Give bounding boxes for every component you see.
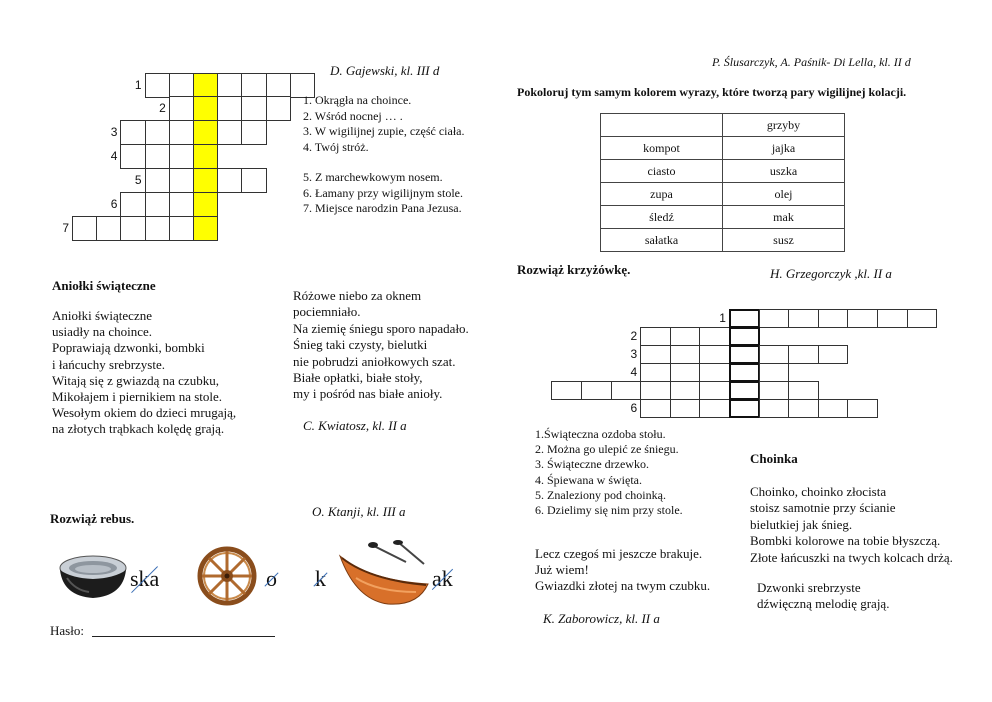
crossword-cell[interactable] xyxy=(640,399,671,418)
crossword-cell[interactable] xyxy=(145,120,170,145)
rebus-answer-line[interactable] xyxy=(92,620,275,637)
poem-line: Choinko, choinko złocista xyxy=(750,484,887,499)
crossword-cell[interactable] xyxy=(877,309,908,328)
pairs-cell[interactable]: kompot xyxy=(601,137,723,160)
crossword-number: 1 xyxy=(719,311,726,325)
crossword-cell[interactable] xyxy=(72,216,97,241)
poem-aniolki xyxy=(52,308,236,438)
pairs-cell[interactable] xyxy=(601,114,723,137)
rebus-part-o: o xyxy=(266,566,277,591)
pairs-row xyxy=(601,137,845,160)
crossword-cell[interactable] xyxy=(96,216,121,241)
poem-line: Poprawiają dzwonki, bombki xyxy=(52,340,205,356)
crossword-cell[interactable] xyxy=(818,309,849,328)
crossword-right-clue: 1.Świąteczna ozdoba stołu. xyxy=(535,427,666,441)
poem-line: Witają się z gwiazdą na czubku, xyxy=(52,372,219,388)
crossword-number: 3 xyxy=(110,125,118,139)
crossword-cell[interactable] xyxy=(759,309,790,328)
crossword-left-clue: 5. Z marchewkowym nosem. xyxy=(303,170,443,184)
crossword-cell[interactable] xyxy=(169,73,194,98)
pairs-instruction: Pokoloruj tym samym kolorem wyrazy, które tworzą pary wigilijnej kolacji. xyxy=(517,85,907,99)
rebus-part-ska: ska xyxy=(130,566,160,591)
crossword-cell[interactable] xyxy=(169,96,194,121)
pairs-cell[interactable]: ciasto xyxy=(601,160,723,183)
crossword-cell[interactable] xyxy=(193,216,218,241)
crossword-cell[interactable] xyxy=(640,345,671,364)
crossword-right-clues xyxy=(535,427,683,518)
pairs-row xyxy=(601,114,845,137)
poem-line: Różowe niebo za oknem xyxy=(293,288,422,303)
crossword-number: 3 xyxy=(630,347,638,361)
pairs-cell[interactable]: susz xyxy=(723,229,845,252)
poem-line: dźwięczną melodię grają. xyxy=(757,596,890,612)
crossword-cell[interactable] xyxy=(217,120,242,145)
crossword-cell[interactable] xyxy=(581,381,612,400)
crossword-cell[interactable] xyxy=(788,399,819,418)
crossword-cell[interactable] xyxy=(847,399,878,418)
crossword-cell[interactable] xyxy=(169,168,194,193)
crossword-number: 5 xyxy=(134,173,142,187)
poem-title-aniolki: Aniołki świąteczne xyxy=(52,278,156,293)
pairs-cell[interactable]: śledź xyxy=(601,206,723,229)
crossword-cell[interactable] xyxy=(551,381,582,400)
crossword-left-clue: 3. W wigilijnej zupie, część ciała. xyxy=(303,124,465,138)
poem-line: Mikołajem i piernikiem na stole. xyxy=(52,389,223,405)
crossword-number: 4 xyxy=(630,365,638,379)
poem-line: Gwiazdki złotej na twym czubku. xyxy=(535,578,711,593)
poem-line: Aniołki świąteczne xyxy=(52,308,152,323)
crossword-cell[interactable] xyxy=(670,399,701,418)
crossword-cell[interactable] xyxy=(169,216,194,241)
crossword-right-clue: 4. Śpiewana w święta. xyxy=(535,472,642,487)
pairs-table xyxy=(600,113,845,252)
poem-line: usiadły na choince. xyxy=(52,324,152,340)
crossword-cell[interactable] xyxy=(241,168,266,193)
crossword-cell[interactable] xyxy=(729,381,760,400)
poem-line: bielutkiej jak śnieg. xyxy=(750,516,853,532)
crossword-cell[interactable] xyxy=(759,399,790,418)
crossword-cell[interactable] xyxy=(241,96,266,121)
poem-lecz-czegos-author: K. Zaborowicz, kl. II a xyxy=(543,611,660,626)
poem-line: Na ziemię śniegu sporo napadało. xyxy=(293,320,469,336)
crossword-cell[interactable] xyxy=(217,96,242,121)
crossword-cell[interactable] xyxy=(611,381,642,400)
crossword-cell[interactable] xyxy=(145,216,170,241)
crossword-cell[interactable] xyxy=(145,144,170,169)
crossword-cell[interactable] xyxy=(193,168,218,193)
crossword-cell[interactable] xyxy=(670,381,701,400)
pairs-author: P. Ślusarczyk, A. Paśnik- Di Lella, kl. II d xyxy=(712,55,911,69)
canoe-icon xyxy=(338,540,430,610)
crossword-cell[interactable] xyxy=(699,363,730,382)
crossword-cell[interactable] xyxy=(120,144,145,169)
pairs-cell[interactable]: mak xyxy=(723,206,845,229)
clue-spacer xyxy=(303,155,465,170)
crossword-left-clues xyxy=(303,93,465,217)
crossword-number: 2 xyxy=(630,329,638,343)
pairs-row xyxy=(601,160,845,183)
crossword-cell[interactable] xyxy=(193,73,218,98)
pairs-row xyxy=(601,183,845,206)
crossword-cell[interactable] xyxy=(193,96,218,121)
crossword-cell[interactable] xyxy=(788,345,819,364)
bowl-icon xyxy=(55,548,131,602)
poem-line: na złotych trąbkach kolędę grają. xyxy=(52,421,225,437)
crossword-cell[interactable] xyxy=(670,363,701,382)
crossword-cell[interactable] xyxy=(759,381,790,400)
poem-line: Śnieg taki czysty, bielutki xyxy=(293,337,428,353)
crossword-cell[interactable] xyxy=(759,345,790,364)
pairs-cell[interactable]: sałatka xyxy=(601,229,723,252)
pairs-row xyxy=(601,206,845,229)
crossword-cell[interactable] xyxy=(193,192,218,217)
crossword-cell[interactable] xyxy=(729,399,760,418)
crossword-cell[interactable] xyxy=(217,168,242,193)
crossword-left-clue: 1. Okrągła na choince. xyxy=(303,93,412,107)
crossword-cell[interactable] xyxy=(120,216,145,241)
crossword-cell[interactable] xyxy=(120,120,145,145)
poem-title-choinka: Choinka xyxy=(750,451,798,466)
poem-line: Wesołym okiem do dzieci mrugają, xyxy=(52,405,237,421)
crossword-left-clue: 4. Twój stróż. xyxy=(303,139,369,154)
crossword-cell[interactable] xyxy=(729,345,760,364)
crossword-number: 2 xyxy=(159,101,166,115)
pairs-row xyxy=(601,229,845,252)
crossword-cell[interactable] xyxy=(266,73,291,98)
pairs-cell[interactable]: zupa xyxy=(601,183,723,206)
crossword-number: 6 xyxy=(110,197,118,211)
crossword-cell[interactable] xyxy=(145,192,170,217)
wheel-icon xyxy=(197,546,257,606)
rebus-author: O. Ktanji, kl. III a xyxy=(312,504,406,519)
rebus-part-k: k xyxy=(315,566,326,591)
crossword-cell[interactable] xyxy=(640,381,671,400)
crossword-number: 7 xyxy=(62,221,69,235)
rebus-answer-label: Hasło: xyxy=(50,623,84,638)
crossword-right-clue: 5. Znaleziony pod choinką. xyxy=(535,487,666,502)
pairs-cell[interactable]: olej xyxy=(723,183,845,206)
crossword-cell[interactable] xyxy=(241,120,266,145)
crossword-cell[interactable] xyxy=(241,73,266,98)
crossword-right-clue: 2. Można go ulepić ze śniegu. xyxy=(535,442,679,457)
crossword-cell[interactable] xyxy=(729,363,760,382)
crossword-cell[interactable] xyxy=(699,345,730,364)
crossword-right-title: Rozwiąż krzyżówkę. xyxy=(517,262,631,277)
crossword-cell[interactable] xyxy=(788,309,819,328)
crossword-number: 4 xyxy=(110,149,118,163)
crossword-cell[interactable] xyxy=(788,381,819,400)
crossword-cell[interactable] xyxy=(169,192,194,217)
crossword-cell[interactable] xyxy=(145,168,170,193)
crossword-right-author: H. Grzegorczyk ,kl. II a xyxy=(770,266,892,281)
crossword-left-clue: 6. Łamany przy wigilijnym stole. xyxy=(303,185,463,200)
crossword-cell[interactable] xyxy=(699,381,730,400)
pairs-cell[interactable]: jajka xyxy=(723,137,845,160)
crossword-right-clue: 6. Dzielimy się nim przy stole. xyxy=(535,503,683,518)
crossword-cell[interactable] xyxy=(217,73,242,98)
poem-line: i łańcuchy srebrzyste. xyxy=(52,356,165,372)
crossword-cell[interactable] xyxy=(640,363,671,382)
poem-line: stoisz samotnie przy ścianie xyxy=(750,500,896,516)
crossword-cell[interactable] xyxy=(193,120,218,145)
poem-choinka xyxy=(750,484,953,566)
crossword-cell[interactable] xyxy=(699,399,730,418)
poem-line: pociemniało. xyxy=(293,304,361,320)
crossword-cell[interactable] xyxy=(847,309,878,328)
crossword-cell[interactable] xyxy=(670,345,701,364)
poem-line: Dzwonki srebrzyste xyxy=(757,580,861,595)
crossword-cell[interactable] xyxy=(729,327,760,346)
poem-line: Lecz czegoś mi jeszcze brakuje. xyxy=(535,546,703,561)
crossword-cell[interactable] xyxy=(169,120,194,145)
crossword-number: 6 xyxy=(630,401,638,415)
poem-rozowe-niebo-author: C. Kwiatosz, kl. II a xyxy=(303,418,407,433)
crossword-cell[interactable] xyxy=(818,399,849,418)
crossword-left-clue: 2. Wśród nocnej … . xyxy=(303,108,403,123)
rebus-part-ak: ak xyxy=(432,566,453,591)
poem-line: Bombki kolorowe na tobie błyszczą. xyxy=(750,533,941,549)
pairs-cell[interactable]: grzyby xyxy=(723,114,845,137)
poem-line: nie pobrudzi aniołkowych szat. xyxy=(293,353,456,369)
crossword-cell[interactable] xyxy=(169,144,194,169)
poem-lecz-czegos xyxy=(535,546,710,594)
poem-line: Już wiem! xyxy=(535,562,589,577)
crossword-cell[interactable] xyxy=(759,363,790,382)
pairs-cell[interactable]: uszka xyxy=(723,160,845,183)
crossword-left-author: D. Gajewski, kl. III d xyxy=(330,63,440,78)
crossword-cell[interactable] xyxy=(907,309,938,328)
crossword-cell[interactable] xyxy=(640,327,671,346)
poem-line: Złote łańcuszki na twych kolcach drżą. xyxy=(750,549,953,565)
poem-line: my i pośród nas białe anioły. xyxy=(293,386,443,402)
crossword-cell[interactable] xyxy=(670,327,701,346)
poem-choinka-end xyxy=(757,580,889,613)
crossword-cell[interactable] xyxy=(145,73,170,98)
crossword-number: 1 xyxy=(134,78,142,92)
poem-rozowe-niebo xyxy=(293,288,469,403)
crossword-cell[interactable] xyxy=(266,96,291,121)
crossword-left-clue: 7. Miejsce narodzin Pana Jezusa. xyxy=(303,201,462,215)
rebus-title: Rozwiąż rebus. xyxy=(50,511,135,526)
poem-line: Białe opłatki, białe stoły, xyxy=(293,370,423,386)
crossword-cell[interactable] xyxy=(120,192,145,217)
crossword-cell[interactable] xyxy=(193,144,218,169)
crossword-cell[interactable] xyxy=(729,309,760,328)
crossword-right-clue: 3. Świąteczne drzewko. xyxy=(535,457,649,472)
crossword-cell[interactable] xyxy=(699,327,730,346)
crossword-cell[interactable] xyxy=(818,345,849,364)
